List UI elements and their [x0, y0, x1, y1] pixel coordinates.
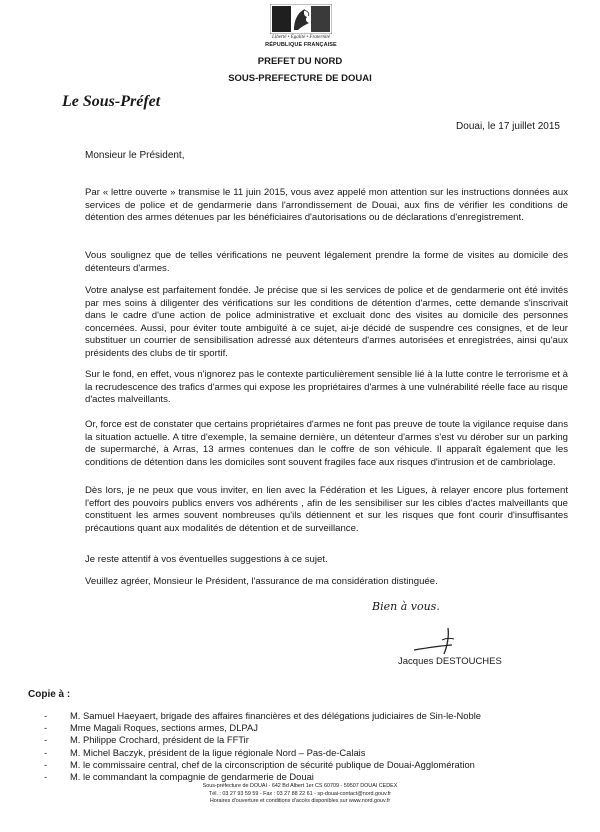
paragraph-5: Or, force est de constater que certains propriétaires d'armes ne font pas preuve de toute la vigilance requise dans la situation actuelle. A titre d'exemple, la semaine dernière, un détenteur d'armes s'est vu dérober sur un parking de supermarché, à Arras, 13 armes contenues dan le coffre de son véhicule. Il apparaît également que les conditions de détention dans les domiciles sont souvent fragiles face aux risques d'intrusion et de cambriolage.	[85, 419, 568, 468]
paragraph-1: Par « lettre ouverte » transmise le 11 juin 2015, vous avez appelé mon attention sur les instructions données aux services de police et de gendarmerie dans l'arrondissement de Douai, aux fins de vérifier les conditions de détention des armes détenues par les bénéficiaires d'autorisations ou de déclarations d'enregistrement.	[85, 187, 568, 223]
footer-hours: Horaires d'ouverture et conditions d'accès disponibles sur www.nord.gouv.fr	[209, 798, 391, 805]
letter-date: Douai, le 17 juillet 2015	[456, 121, 560, 132]
list-item	[44, 710, 481, 722]
footer-contact: Tél. : 03 27 93 59 59 - Fax : 03 27 88 22 61 - sp-douai-contact@nord.gouv.fr	[208, 790, 392, 797]
bullet-dash: -	[44, 734, 48, 746]
signature-icon	[408, 620, 468, 660]
copies-list	[44, 710, 481, 783]
paragraph-3: Votre analyse est parfaitement fondée. Je précise que si les services de police et de gendarmerie ont été invités par mes soins à diligenter des vérifications sur les conditions de détention d'armes, cette demande s'inscrivait dans le cadre d'une action de police administrative et excluait donc des visites au domicile des personnes concernées. Aussi, pour éviter toute ambiguïté à ce sujet, ai-je décidé de suspendre ces consignes, et de leur substituer un courrier de sensibilisation adressé aux détenteurs d'armes autorisées et enregistrées, ainsi qu'aux présidents des clubs de tir sportif.	[85, 285, 568, 359]
list-item	[44, 759, 481, 771]
list-item	[44, 747, 481, 759]
bullet-dash: -	[44, 758, 48, 770]
footer-address: Sous-préfecture de DOUAI - 642 Bd Albert 1er CS 60709 - 59507 DOUAI CEDEX	[202, 783, 398, 789]
salutation: Monsieur le Président,	[85, 150, 185, 161]
sender-title: Le Sous-Préfet	[62, 93, 161, 110]
bullet-dash: -	[44, 746, 48, 758]
bullet-dash: -	[44, 722, 48, 734]
signatory-name: Jacques DESTOUCHES	[398, 656, 502, 667]
republic-name: RÉPUBLIQUE FRANÇAISE	[265, 42, 337, 48]
subprefecture-title: SOUS-PREFECTURE DE DOUAI	[228, 73, 372, 84]
recipient-text: M. le commissaire central, chef de la circonscription de sécurité publique de Douai-Agglomération	[70, 758, 475, 770]
recipient-text: M. le commandant la compagnie de gendarmerie de Douai	[70, 771, 314, 783]
paragraph-7: Je reste attentif à vos éventuelles suggestions à ce sujet.	[85, 554, 328, 565]
bullet-dash: -	[44, 771, 48, 783]
paragraph-8: Veuillez agréer, Monsieur le Président, l'assurance de ma considération distinguée.	[85, 576, 438, 587]
paragraph-2: Vous soulignez que de telles vérifications ne peuvent légalement prendre la forme de visites au domicile des détenteurs d'armes.	[85, 250, 568, 274]
recipient-text: M. Michel Baczyk, président de la ligue régionale Nord – Pas-de-Calais	[70, 746, 366, 758]
handwritten-note: Bien à vous.	[372, 600, 440, 613]
list-item	[44, 771, 481, 783]
list-item	[44, 722, 481, 734]
republic-motto: Liberté • Égalité • Fraternité	[272, 35, 330, 40]
paragraph-6: Dès lors, je ne peux que vous inviter, en lien avec la Fédération et les Ligues, à relayer encore plus fortement l'effort des pouvoirs publics envers vos adhérents , afin de les sensibiliser sur les cibles d'actes malveillants que constituent les armes souvent nombreuses qu'ils détiennent et sur les risques que font courir d'insuffisantes précautions quant aux modalités de détention et de surveillance.	[85, 485, 568, 534]
recipient-text: M. Philippe Crochard, président de la FFTir	[70, 734, 249, 746]
prefect-title: PREFET DU NORD	[257, 56, 343, 67]
recipient-text: M. Samuel Haeyaert, brigade des affaires financières et des délégations judiciaires de Sin-le-Noble	[70, 710, 481, 721]
bullet-dash: -	[44, 710, 48, 721]
paragraph-4: Sur le fond, en effet, vous n'ignorez pas le contexte particulièrement sensible lié à la lutte contre le terrorisme et à la recrudescence des trafics d'armes qui expose les propriétaires d'armes à une vulnérabilité réelle face au risque d'actes malveillants.	[85, 369, 568, 405]
footer	[100, 783, 500, 806]
recipient-text: Mme Magali Roques, sections armes, DLPAJ	[70, 722, 258, 734]
marianne-logo-icon	[270, 4, 332, 34]
list-item	[44, 734, 481, 746]
copies-label: Copie à :	[28, 689, 71, 700]
